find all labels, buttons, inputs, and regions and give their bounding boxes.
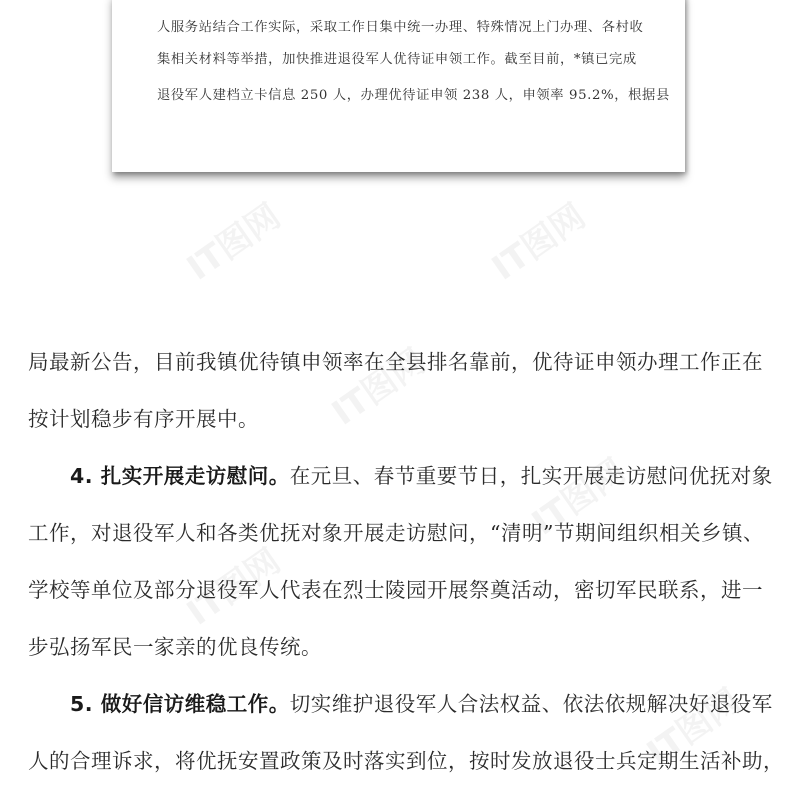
- paper-text-line: 人服务站结合工作实际，采取工作日集中统一办理、特殊情况上门办理、各村收: [157, 20, 644, 35]
- section-5-text: 切实维护退役军人合法权益、依法依规解决好退役军: [289, 692, 773, 716]
- watermark: IT图网: [324, 341, 433, 434]
- paper-text-line: 退役军人建档立卡信息 250 人，办理优待证申领 238 人，申领率 95.2%，根据县: [157, 88, 670, 103]
- section-4-first-line: [70, 463, 776, 489]
- page-preview-card: [112, 0, 685, 172]
- body-text-line: 局最新公告，目前我镇优待镇申领率在全县排名靠前，优待证申领办理工作正在: [28, 350, 763, 374]
- watermark: IT图网: [524, 451, 633, 544]
- section-5-first-line: [70, 691, 776, 717]
- watermark: IT图网: [179, 541, 288, 634]
- body-text-line: 人的合理诉求，将优抚安置政策及时落实到位，按时发放退役士兵定期生活补助，: [28, 749, 784, 773]
- watermark: IT图网: [484, 196, 593, 289]
- body-text-line: 学校等单位及部分退役军人代表在烈士陵园开展祭奠活动，密切军民联系，进一: [28, 578, 763, 602]
- watermark: IT图网: [639, 681, 748, 774]
- section-4-heading: 4. 扎实开展走访慰问。: [70, 464, 290, 488]
- section-5-heading: 5. 做好信访维稳工作。: [70, 692, 290, 716]
- body-text-line: 工作，对退役军人和各类优抚对象开展走访慰问，“清明”节期间组织相关乡镇、: [28, 521, 764, 545]
- paper-text-line: 集相关材料等举措，加快推进退役军人优待证申领工作。截至目前，*镇已完成: [157, 52, 637, 67]
- section-4-text: 在元旦、春节重要节日，扎实开展走访慰问优抚对象: [289, 464, 773, 488]
- body-text-line: 按计划稳步有序开展中。: [28, 407, 259, 431]
- watermark: IT图网: [179, 196, 288, 289]
- body-text-line: 步弘扬军民一家亲的优良传统。: [28, 635, 322, 659]
